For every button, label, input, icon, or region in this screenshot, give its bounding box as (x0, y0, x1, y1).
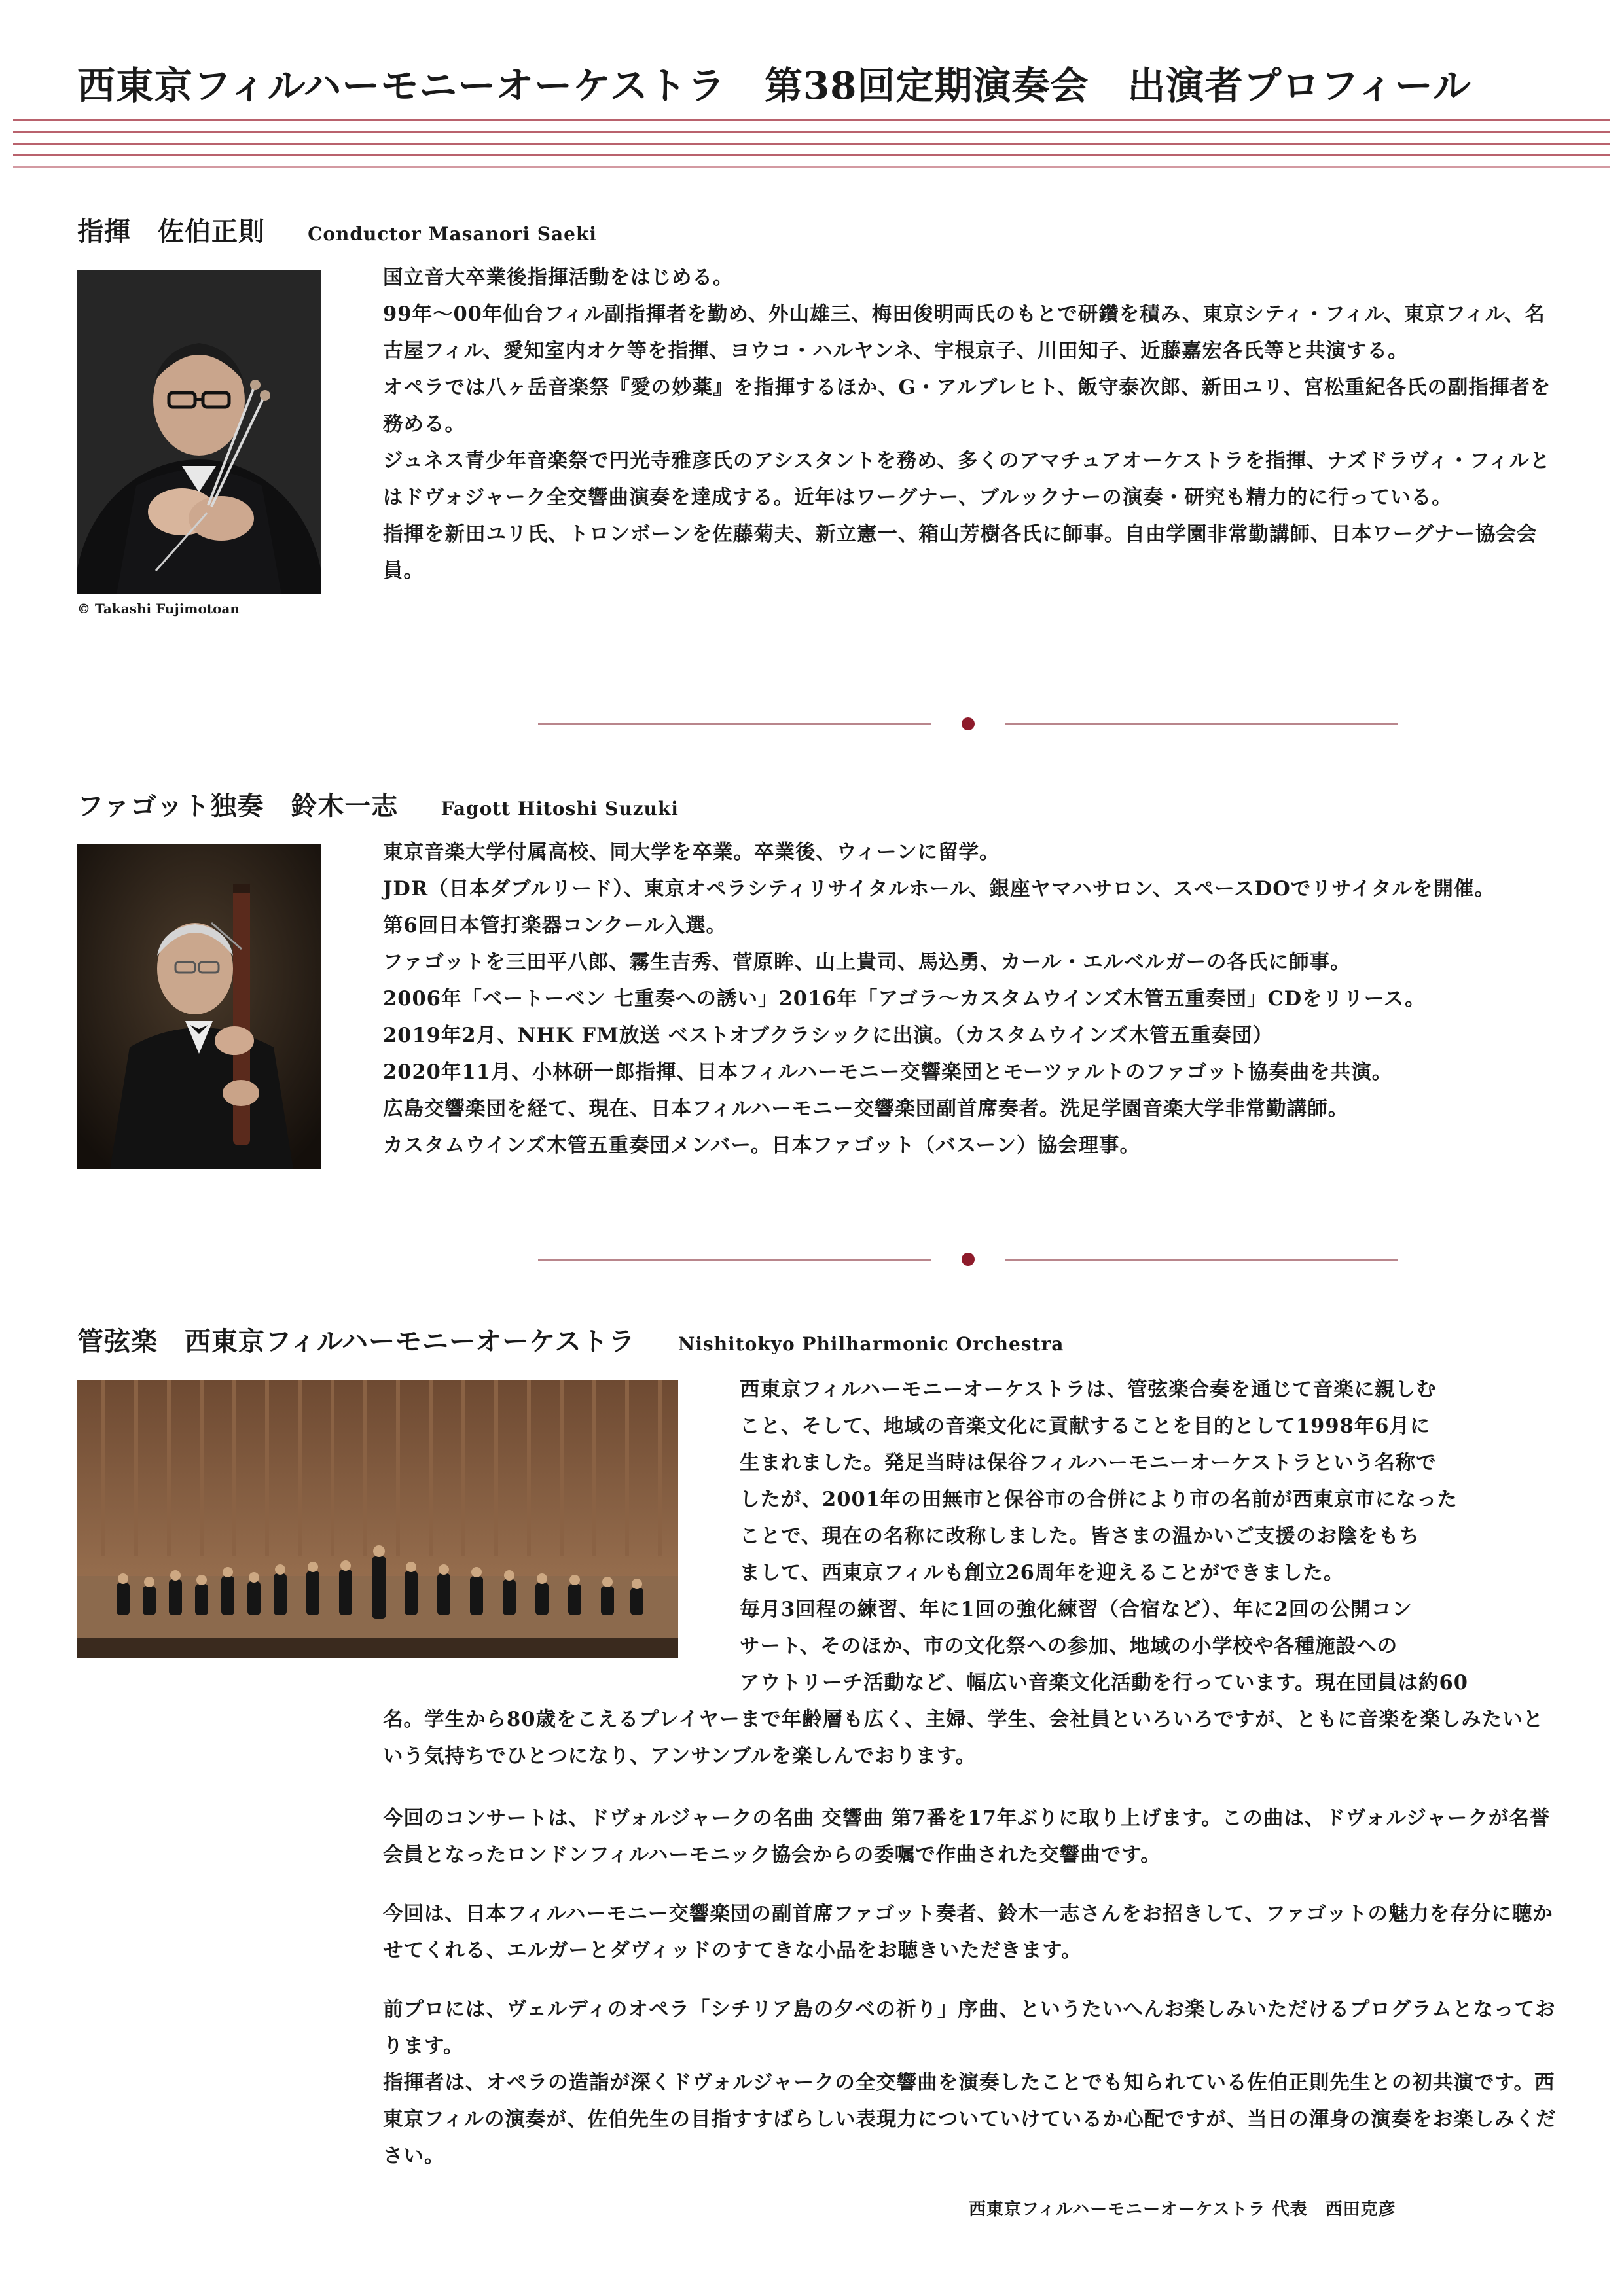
orchestra-intro (740, 1371, 1558, 1701)
orchestra-photo (77, 1380, 678, 1658)
bio-paragraph: ジュネス青少年音楽祭で円光寺雅彦氏のアシスタントを務め、多くのアマチュアオーケストラを指揮、ナズドラヴィ・フィルとはドヴォジャーク全交響曲演奏を達成する。近年はワーグナー、ブルックナーの演奏・研究も精力的に行っている。 (383, 449, 1551, 509)
photo-credit: © Takashi Fujimotoan (77, 601, 240, 617)
divider-dot (962, 717, 975, 730)
bio-paragraph: 指揮を新田ユリ氏、トロンボーンを佐藤菊夫、新立憲一、箱山芳樹各氏に師事。自由学園非常勤講師、日本ワーグナー協会会員。 (383, 522, 1538, 583)
orchestra-english-name: Nishitokyo Philharmonic Orchestra (677, 1333, 1064, 1355)
bio-paragraph: 2019年2月、NHK FM放送 ベストオブクラシックに出演。（カスタムウインズ木管五重奏団） (383, 1024, 1274, 1047)
divider-line (538, 723, 931, 725)
conductor-heading (77, 211, 597, 248)
intro-line: ことで、現在の名称に改称しました。皆さまの温かいご支援のお陰をもち (740, 1524, 1420, 1548)
divider-line (538, 1259, 931, 1261)
intro-line: したが、2001年の田無市と保谷市の合併により市の名前が西東京市になった (740, 1488, 1458, 1511)
program-paragraph: 前プロには、ヴェルディのオペラ「シチリア島の夕べの祈り」序曲、というたいへんお楽しみいただけるプログラムとなっております。 (383, 1998, 1556, 2058)
intro-line: アウトリーチ活動など、幅広い音楽文化活動を行っています。現在団員は約60 (740, 1671, 1469, 1695)
soloist-name: ファゴット独奏 鈴木一志 (77, 791, 399, 821)
soloist-bio (383, 834, 1558, 1164)
conductor-english-name: Conductor Masanori Saeki (308, 223, 597, 245)
soloist-english-name: Fagott Hitoshi Suzuki (441, 798, 679, 819)
conductor-name: 指揮 佐伯正則 (77, 216, 265, 247)
bio-paragraph: 2020年11月、小林研一郎指揮、日本フィルハーモニー交響楽団とモーツァルトのファゴット協奏曲を共演。 (383, 1060, 1393, 1084)
divider-line (1005, 723, 1398, 725)
soloist-heading (77, 785, 679, 823)
intro-line: サート、そのほか、市の文化祭への参加、地域の小学校や各種施設への (740, 1634, 1398, 1658)
divider-dot (962, 1253, 975, 1266)
bio-paragraph: カスタムウインズ木管五重奏団メンバー。日本ファゴット（バスーン）協会理事。 (383, 1134, 1140, 1157)
bio-paragraph: 国立音大卒業後指揮活動をはじめる。 (383, 266, 734, 289)
bio-paragraph: JDR（日本ダブルリード）、東京オペラシティリサイタルホール、銀座ヤマハサロン、スペースDOでリサイタルを開催。 (383, 877, 1496, 901)
bio-paragraph: 第6回日本管打楽器コンクール入選。 (383, 914, 727, 937)
bio-paragraph: オペラでは八ヶ岳音楽祭『愛の妙薬』を指揮するほか、G・アルブレヒト、飯守泰次郎、新田ユリ、宮松重紀各氏の副指揮者を務める。 (383, 376, 1551, 436)
orchestra-intro-continued: 名。学生から80歳をこえるプレイヤーまで年齢層も広く、主婦、学生、会社員といろいろですが、ともに音楽を楽しみたいという気持ちでひとつになり、アンサンブルを楽しんでおります。 (383, 1708, 1544, 1768)
soloist-invitation: 今回は、日本フィルハーモニー交響楽団の副首席ファゴット奏者、鈴木一志さんをお招きして、ファゴットの魅力を存分に聴かせてくれる、エルガーとダヴィッドのすてきな小品をお聴きいただきます。 (383, 1902, 1553, 1962)
page-title: 西東京フィルハーモニーオーケストラ 第38回定期演奏会 出演者プロフィール (77, 63, 1471, 108)
bio-paragraph: 99年～00年仙台フィル副指揮者を勤め、外山雄三、梅田俊明両氏のもとで研鑽を積み、東京シティ・フィル、東京フィル、名古屋フィル、愛知室内オケ等を指揮、ヨウコ・ハルヤンネ、宇根京子、川田知子、近藤嘉宏各氏等と共演する。 (383, 302, 1545, 363)
staff-line (13, 143, 1610, 145)
intro-line: こと、そして、地域の音楽文化に貢献することを目的として1998年6月に (740, 1414, 1431, 1438)
intro-line: 毎月3回程の練習、年に1回の強化練習（合宿など）、年に2回の公開コン (740, 1598, 1413, 1621)
orchestra-heading (77, 1321, 1064, 1358)
intro-line: 生まれました。発足当時は保谷フィルハーモニーオーケストラという名称で (740, 1451, 1437, 1475)
intro-line: 西東京フィルハーモニーオーケストラは、管弦楽合奏を通じて音楽に親しむ (740, 1378, 1437, 1401)
bio-paragraph: 広島交響楽団を経て、現在、日本フィルハーモニー交響楽団副首席奏者。洗足学園音楽大学非常勤講師。 (383, 1097, 1349, 1121)
staff-line (13, 119, 1610, 121)
bio-paragraph: ファゴットを三田平八郎、霧生吉秀、菅原眸、山上貴司、馬込勇、カール・エルベルガーの各氏に師事。 (383, 950, 1351, 974)
orchestra-name: 管弦楽 西東京フィルハーモニーオーケストラ (77, 1326, 636, 1357)
conductor-bio (383, 259, 1558, 589)
program-note (383, 1991, 1558, 2174)
signature: 西東京フィルハーモニーオーケストラ 代表 西田克彦 (969, 2200, 1396, 2219)
conductor-photo (77, 270, 321, 594)
program-paragraph: 指揮者は、オペラの造詣が深くドヴォルジャークの全交響曲を演奏したことでも知られている佐伯正則先生との初共演です。西東京フィルの演奏が、佐伯先生の目指すすばらしい表現力についていけているか心配ですが、当日の渾身の演奏をお楽しみください。 (383, 2071, 1557, 2168)
bio-paragraph: 2006年「ベートーベン 七重奏への誘い」2016年「アゴラ～カスタムウインズ木管五重奏団」CDをリリース。 (383, 987, 1426, 1011)
divider-line (1005, 1259, 1398, 1261)
intro-line: まして、西東京フィルも創立26周年を迎えることができました。 (740, 1561, 1344, 1585)
staff-line (13, 166, 1610, 168)
concert-description: 今回のコンサートは、ドヴォルジャークの名曲 交響曲 第7番を17年ぶりに取り上げます。この曲は、ドヴォルジャークが名誉会員となったロンドンフィルハーモニック協会からの委嘱で作曲された交響曲です。 (383, 1806, 1551, 1867)
soloist-photo (77, 844, 321, 1169)
staff-line (13, 131, 1610, 133)
bio-paragraph: 東京音楽大学付属高校、同大学を卒業。卒業後、ウィーンに留学。 (383, 840, 1000, 864)
staff-line (13, 154, 1610, 156)
